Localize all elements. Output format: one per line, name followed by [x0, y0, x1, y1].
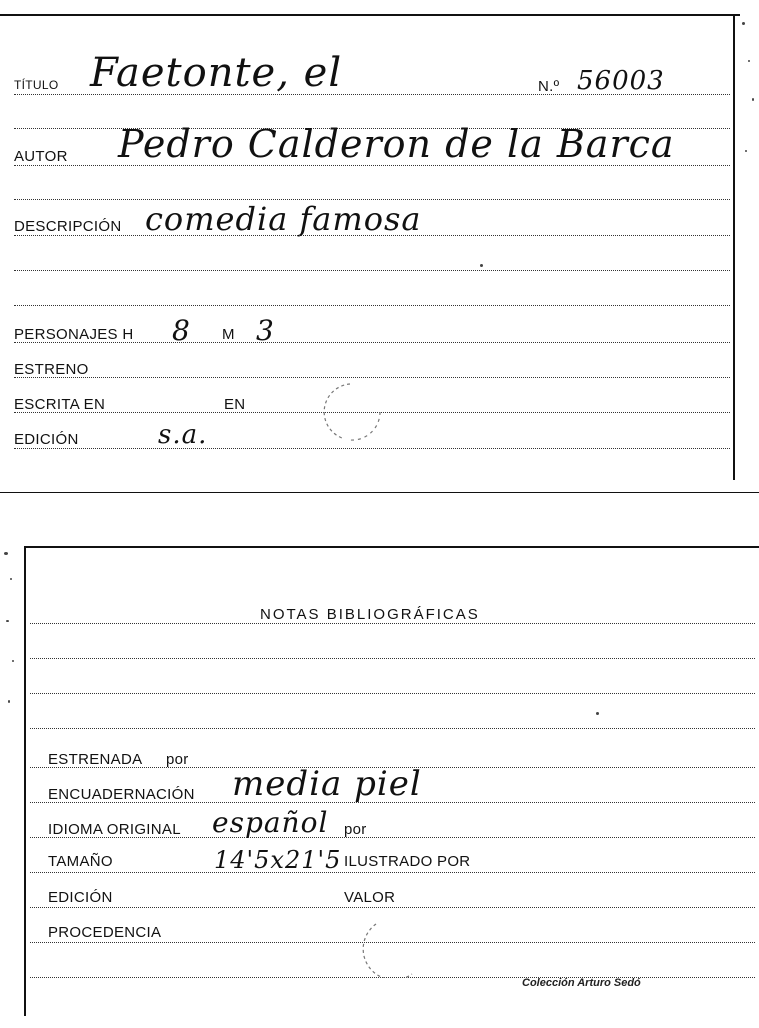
notas-line-1	[30, 623, 755, 624]
estreno-label: ESTRENO	[14, 361, 89, 378]
edicion-line	[14, 448, 730, 449]
blank-line-4	[14, 305, 730, 306]
idioma-line	[30, 837, 755, 838]
personajes-line	[14, 342, 730, 343]
notas-line-4	[30, 728, 755, 729]
edicion-label: EDICIÓN	[14, 431, 79, 448]
tamano-value: 14'5x21'5	[214, 846, 342, 874]
titulo-value: Faetonte, el	[90, 50, 343, 96]
personajes-h-value: 8	[172, 314, 191, 347]
idioma-value: español	[212, 806, 329, 839]
blank-line-3	[14, 270, 730, 271]
encuadernacion-label: ENCUADERNACIÓN	[48, 786, 195, 803]
punch-hole-mark	[320, 382, 390, 444]
ilustrado-label: ILUSTRADO POR	[344, 853, 471, 870]
autor-line	[14, 165, 730, 166]
personajes-label: PERSONAJES H	[14, 326, 134, 343]
en-label: EN	[224, 396, 246, 413]
edicion-value: s.a.	[158, 420, 208, 450]
collection-credit: Colección Arturo Sedó	[522, 977, 641, 989]
titulo-line	[14, 94, 730, 95]
notas-line-2	[30, 658, 755, 659]
valor-label: VALOR	[344, 889, 396, 906]
estrenada-label: ESTRENADA	[48, 751, 143, 768]
encuadernacion-value: media piel	[232, 764, 422, 804]
tamano-label: TAMAÑO	[48, 853, 113, 870]
encuadernacion-line	[30, 802, 755, 803]
back-punch-hole-mark	[362, 918, 434, 978]
estrenada-por-label: por	[166, 751, 189, 768]
back-card-top-border	[24, 546, 759, 548]
autor-label: AUTOR	[14, 148, 68, 165]
back-edicion-label: EDICIÓN	[48, 889, 113, 906]
descripcion-label: DESCRIPCIÓN	[14, 218, 122, 235]
personajes-m-label: M	[222, 326, 235, 343]
back-edicion-line	[30, 907, 755, 908]
back-card-left-border	[24, 546, 26, 1016]
estreno-line	[14, 377, 730, 378]
titulo-label: TÍTULO	[14, 78, 59, 92]
front-card-bottom-border	[0, 492, 759, 493]
personajes-m-value: 3	[256, 314, 275, 347]
descripcion-value: comedia famosa	[145, 200, 422, 238]
autor-value: Pedro Calderon de la Barca	[118, 122, 675, 166]
numero-label: N.º	[538, 78, 560, 95]
descripcion-line	[14, 235, 730, 236]
front-card-top-border	[0, 14, 740, 16]
notas-heading: NOTAS BIBLIOGRÁFICAS	[260, 606, 480, 623]
front-card-right-border	[733, 14, 735, 480]
escrita-en-label: ESCRITA EN	[14, 396, 106, 413]
tamano-line	[30, 872, 755, 873]
numero-value: 56003	[577, 66, 665, 96]
idioma-por-label: por	[344, 821, 367, 838]
idioma-label: IDIOMA ORIGINAL	[48, 821, 181, 838]
procedencia-label: PROCEDENCIA	[48, 924, 162, 941]
notas-line-3	[30, 693, 755, 694]
